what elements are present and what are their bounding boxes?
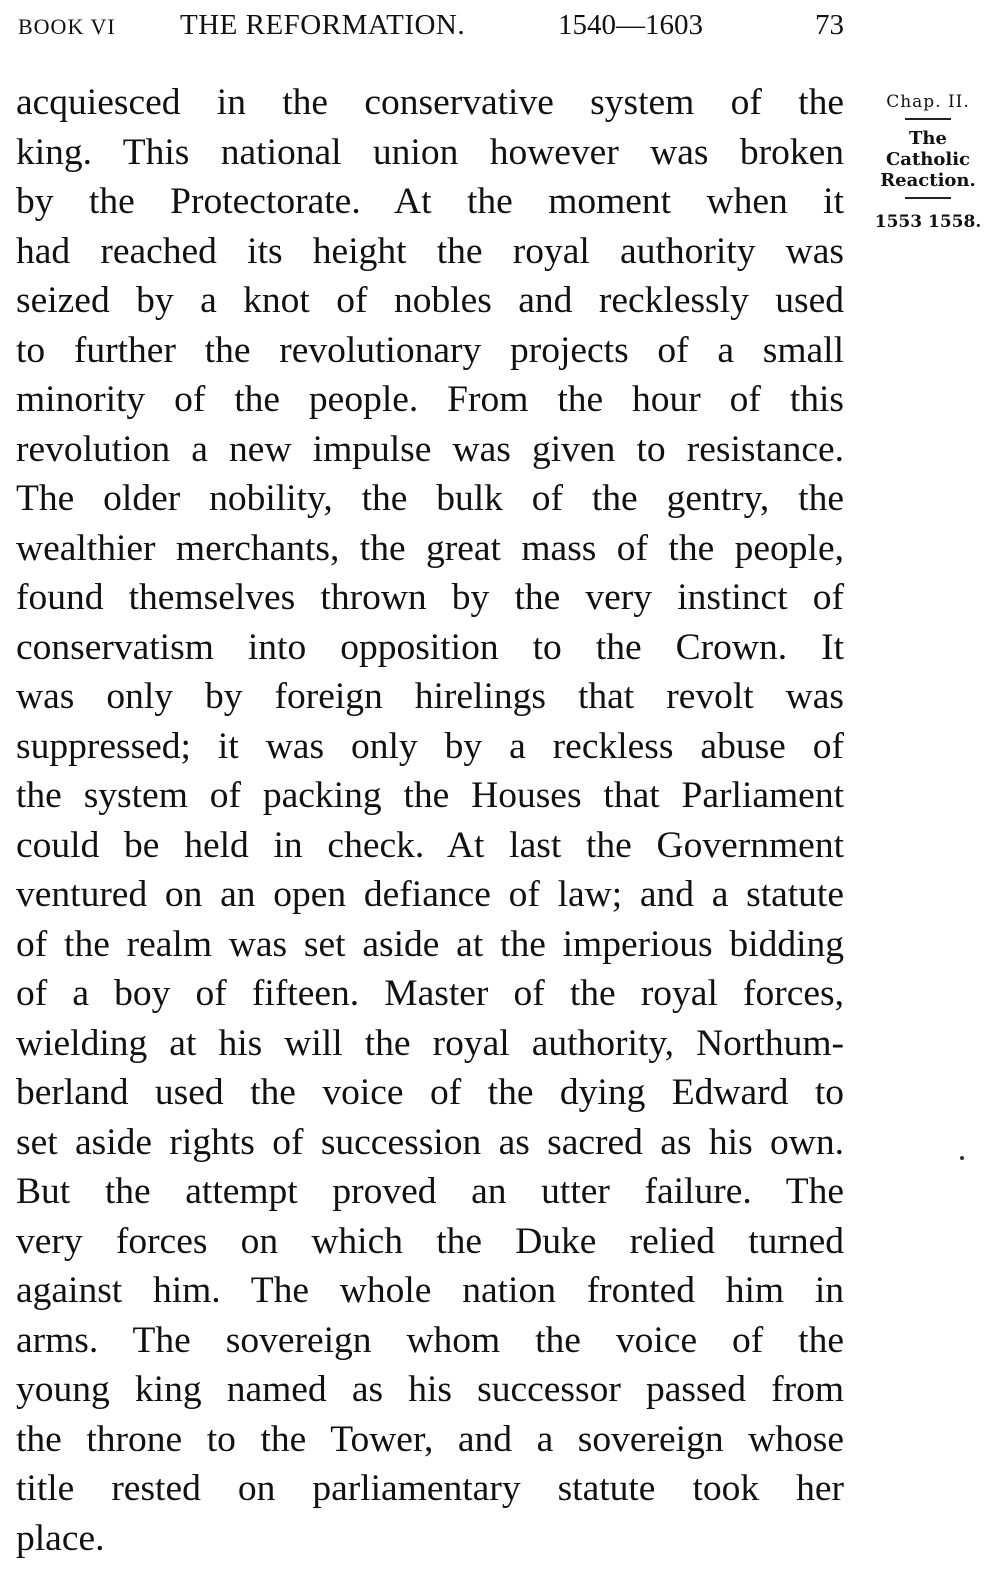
margin-rule — [905, 197, 951, 199]
margin-topic-line: The — [909, 128, 947, 149]
text-line: had reached its height the royal authority was — [16, 230, 844, 272]
date-range: 1540—1603 — [558, 9, 703, 41]
text-line: the system of packing the Houses that Parliament — [16, 775, 844, 816]
margin-chapter: Chap. II. — [886, 92, 970, 112]
text-line: The older nobility, the bulk of the gentry, the — [16, 478, 844, 519]
text-line: against him. The whole nation fronted him in — [16, 1270, 844, 1311]
margin-topic-line: Reaction. — [880, 170, 976, 191]
text-line: conservatism into opposition to the Crown. It — [16, 626, 844, 668]
text-line: ventured on an open defiance of law; and a statute — [16, 874, 844, 915]
text-line: of the realm was set aside at the imperious bidding — [16, 923, 844, 965]
text-line: seized by a knot of nobles and recklessly used — [16, 280, 844, 321]
text-line: found themselves thrown by the very instinct of — [16, 577, 844, 618]
text-line: young king named as his successor passed from — [16, 1369, 844, 1410]
text-line: acquiesced in the conservative system of the — [16, 82, 844, 123]
book-label: BOOK VI — [18, 14, 116, 39]
text-line: by the Protectorate. At the moment when it — [16, 181, 844, 222]
text-line: But the attempt proved an utter failure. The — [16, 1171, 844, 1212]
text-line: suppressed; it was only by a reckless abuse of — [16, 725, 844, 767]
text-line: minority of the people. From the hour of this — [16, 379, 844, 420]
text-line: set aside rights of succession as sacred as his own. — [16, 1121, 844, 1163]
text-line: place. — [16, 1517, 105, 1559]
text-line: could be held in check. At last the Government — [16, 824, 844, 866]
text-line: king. This national union however was broken — [16, 131, 844, 173]
text-line: the throne to the Tower, and a sovereign whose — [16, 1418, 844, 1460]
ink-speck — [960, 1156, 964, 1160]
page-number: 73 — [815, 9, 844, 41]
text-line: wealthier merchants, the great mass of the people, — [16, 527, 844, 569]
running-head — [18, 8, 844, 42]
text-line: revolution a new impulse was given to resistance. — [16, 428, 844, 470]
text-line: berland used the voice of the dying Edward to — [16, 1072, 844, 1113]
section-title: THE REFORMATION. — [180, 9, 466, 41]
text-line: of a boy of fifteen. Master of the royal forces, — [16, 973, 844, 1014]
margin-rule — [905, 118, 951, 120]
margin-note — [864, 90, 992, 233]
text-line: title rested on parliamentary statute took her — [16, 1468, 844, 1509]
margin-topic-line: Catholic — [885, 149, 971, 170]
text-line: wielding at his will the royal authority, Northum- — [16, 1022, 844, 1064]
text-line: to further the revolutionary projects of a small — [16, 329, 844, 371]
text-line: very forces on which the Duke relied turned — [16, 1220, 844, 1262]
margin-years: 1553 1558. — [874, 212, 982, 232]
body-text — [16, 78, 844, 1563]
text-line: arms. The sovereign whom the voice of the — [16, 1319, 844, 1361]
text-line: was only by foreign hirelings that revolt was — [16, 676, 844, 717]
